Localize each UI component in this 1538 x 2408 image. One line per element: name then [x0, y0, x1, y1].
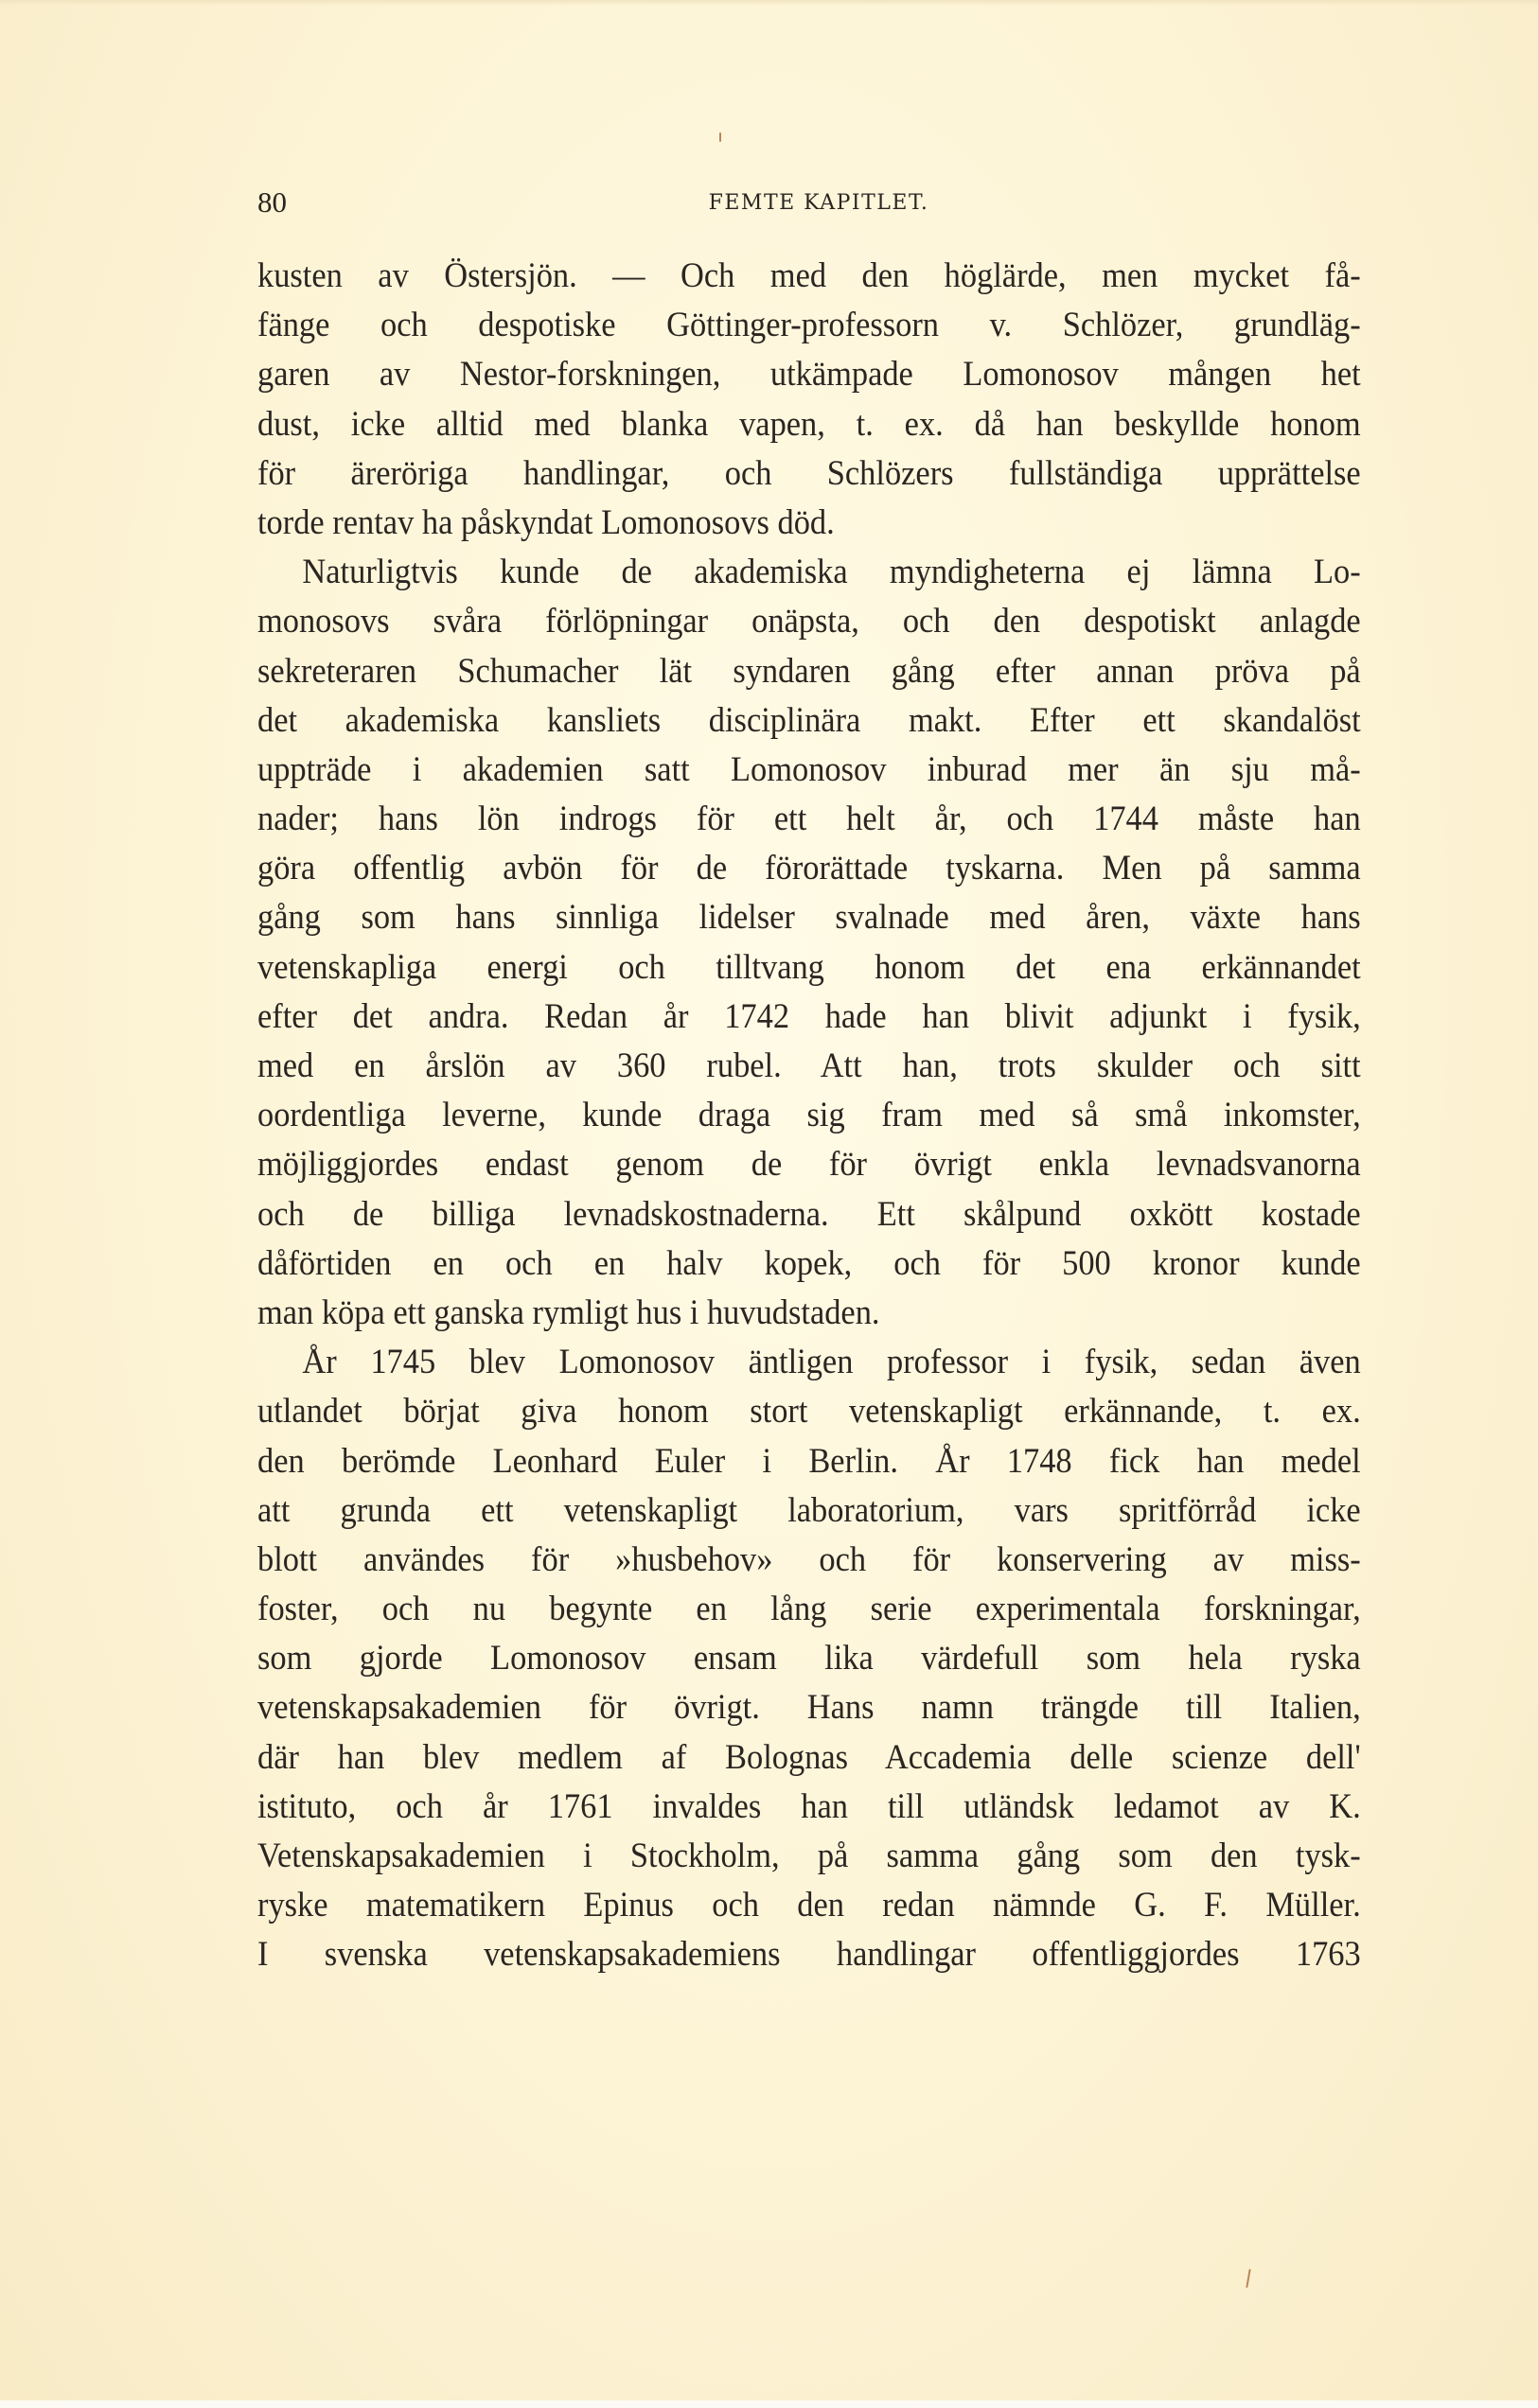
- text-line: att grunda ett vetenskapligt laboratorium, vars spritförråd icke: [257, 1490, 1361, 1530]
- text-line: utlandet börjat giva honom stort vetenskapligt erkännande, t. ex.: [257, 1392, 1361, 1432]
- text-line: vetenskapliga energi och tilltvang honom det ena erkännandet: [257, 947, 1361, 987]
- text-line: efter det andra. Redan år 1742 hade han blivit adjunkt i fysik,: [257, 996, 1361, 1036]
- text-line: gång som hans sinnliga lidelser svalnade med åren, växte hans: [257, 898, 1361, 938]
- text-line: Naturligtvis kunde de akademiska myndigheterna ej lämna Lo-: [302, 553, 1361, 592]
- text-line: nader; hans lön indrogs för ett helt år, och 1744 måste han: [257, 800, 1361, 839]
- text-line: ryske matematikern Epinus och den redan nämnde G. F. Müller.: [257, 1886, 1361, 1925]
- paragraph: [257, 252, 1361, 548]
- text-line: som gjorde Lomonosov ensam lika värdefull som hela ryska: [257, 1639, 1361, 1679]
- text-line: fänge och despotiske Göttinger-professorn v. Schlözer, grundläg-: [257, 306, 1361, 345]
- text-line: där han blev medlem af Bolognas Accademia delle scienze dell': [257, 1737, 1361, 1777]
- text-line: År 1745 blev Lomonosov äntligen professor i fysik, sedan även: [302, 1343, 1361, 1382]
- text-line: I svenska vetenskapsakademiens handlingar offentliggjordes 1763: [257, 1935, 1361, 1975]
- text-line: Vetenskapsakademien i Stockholm, på samma gång som den tysk-: [257, 1837, 1361, 1875]
- text-line: torde rentav ha påskyndat Lomonosovs död.: [257, 502, 835, 542]
- body-text: [257, 252, 1361, 1980]
- paper-speck: [1246, 2269, 1250, 2288]
- text-line: sekreteraren Schumacher lät syndaren gång efter annan pröva på: [257, 651, 1361, 691]
- text-line: monosovs svåra förlöpningar onäpsta, och den despotiskt anlagde: [257, 602, 1361, 642]
- text-line: foster, och nu begynte en lång serie experimentala forskningar,: [257, 1590, 1361, 1629]
- text-line: och de billiga levnadskostnaderna. Ett skålpund oxkött kostade: [257, 1194, 1361, 1234]
- text-line: det akademiska kansliets disciplinära makt. Efter ett skandalöst: [257, 700, 1361, 740]
- page-number: 80: [257, 185, 287, 219]
- paper-speck: [719, 132, 721, 142]
- text-line: uppträde i akademien satt Lomonosov inburad mer än sju må-: [257, 749, 1361, 789]
- text-line: vetenskapsakademien för övrigt. Hans namn trängde till Italien,: [257, 1688, 1361, 1728]
- running-head: [257, 185, 1361, 223]
- page-bottom-edge: [0, 2400, 1538, 2408]
- text-line: möjliggjordes endast genom de för övrigt enkla levnadsvanorna: [257, 1145, 1361, 1185]
- paragraph: [257, 1338, 1361, 1979]
- text-line: man köpa ett ganska rymligt hus i huvudstaden.: [257, 1292, 880, 1332]
- text-line: med en årslön av 360 rubel. Att han, trots skulder och sitt: [257, 1046, 1361, 1085]
- page-top-edge: [0, 0, 1538, 6]
- text-line: blott användes för »husbehov» och för konservering av miss-: [257, 1539, 1361, 1579]
- text-line: den berömde Leonhard Euler i Berlin. År 1748 fick han medel: [257, 1441, 1361, 1481]
- text-line: garen av Nestor-forskningen, utkämpade Lomonosov mången het: [257, 355, 1361, 395]
- text-line: dust, icke alltid med blanka vapen, t. ex. då han beskyllde honom: [257, 404, 1361, 444]
- chapter-title: FEMTE KAPITLET.: [708, 191, 929, 215]
- text-line: oordentliga leverne, kunde draga sig fram med så små inkomster,: [257, 1096, 1361, 1135]
- text-line: dåförtiden en och en halv kopek, och för 500 kronor kunde: [257, 1243, 1361, 1283]
- text-line: kusten av Östersjön. — Och med den höglärde, men mycket få-: [257, 256, 1361, 295]
- text-line: för äreröriga handlingar, och Schlözers fullständiga upprättelse: [257, 453, 1361, 493]
- paragraph: [257, 548, 1361, 1338]
- text-line: göra offentlig avbön för de förorättade tyskarna. Men på samma: [257, 849, 1361, 888]
- text-line: istituto, och år 1761 invaldes han till utländsk ledamot av K.: [257, 1786, 1361, 1826]
